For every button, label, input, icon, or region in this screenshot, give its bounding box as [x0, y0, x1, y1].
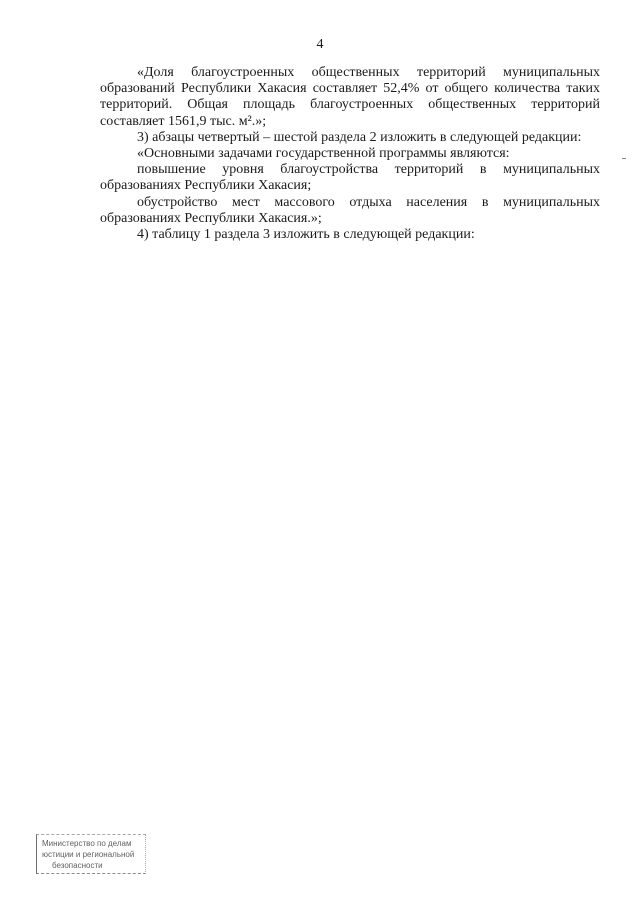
stamp-line-1: Министерство по делам: [42, 839, 132, 848]
paragraph-item-4: 4) таблицу 1 раздела 3 изложить в следующей редакции:: [137, 227, 475, 243]
page-number: 4: [316, 37, 324, 52]
stamp-line-2: юстиции и региональной: [42, 850, 135, 859]
paragraph-item-3: 3) абзацы четвертый – шестой раздела 2 изложить в следующей редакции:: [137, 129, 582, 145]
paragraph-task-improvement: повышение уровня благоустройства территорий в муниципальных образованиях Республики Хакасия;: [100, 162, 600, 194]
stamp-line-3: безопасности: [52, 861, 103, 870]
margin-mark: [622, 158, 626, 159]
paragraph-tasks-intro: «Основными задачами государственной программы являются:: [137, 146, 510, 162]
paragraph-share-of-territories: «Доля благоустроенных общественных территорий муниципальных образований Республики Хакасия составляет 52,4% от общего количества таких территорий. Общая площадь благоустроенных общественных территорий составляет 1561,9 тыс. м².»;: [100, 65, 600, 129]
paragraph-task-recreation: обустройство мест массового отдыха населения в муниципальных образованиях Республики Хакасия.»;: [100, 194, 600, 226]
document-body: [100, 65, 600, 243]
registration-stamp: [36, 834, 146, 874]
